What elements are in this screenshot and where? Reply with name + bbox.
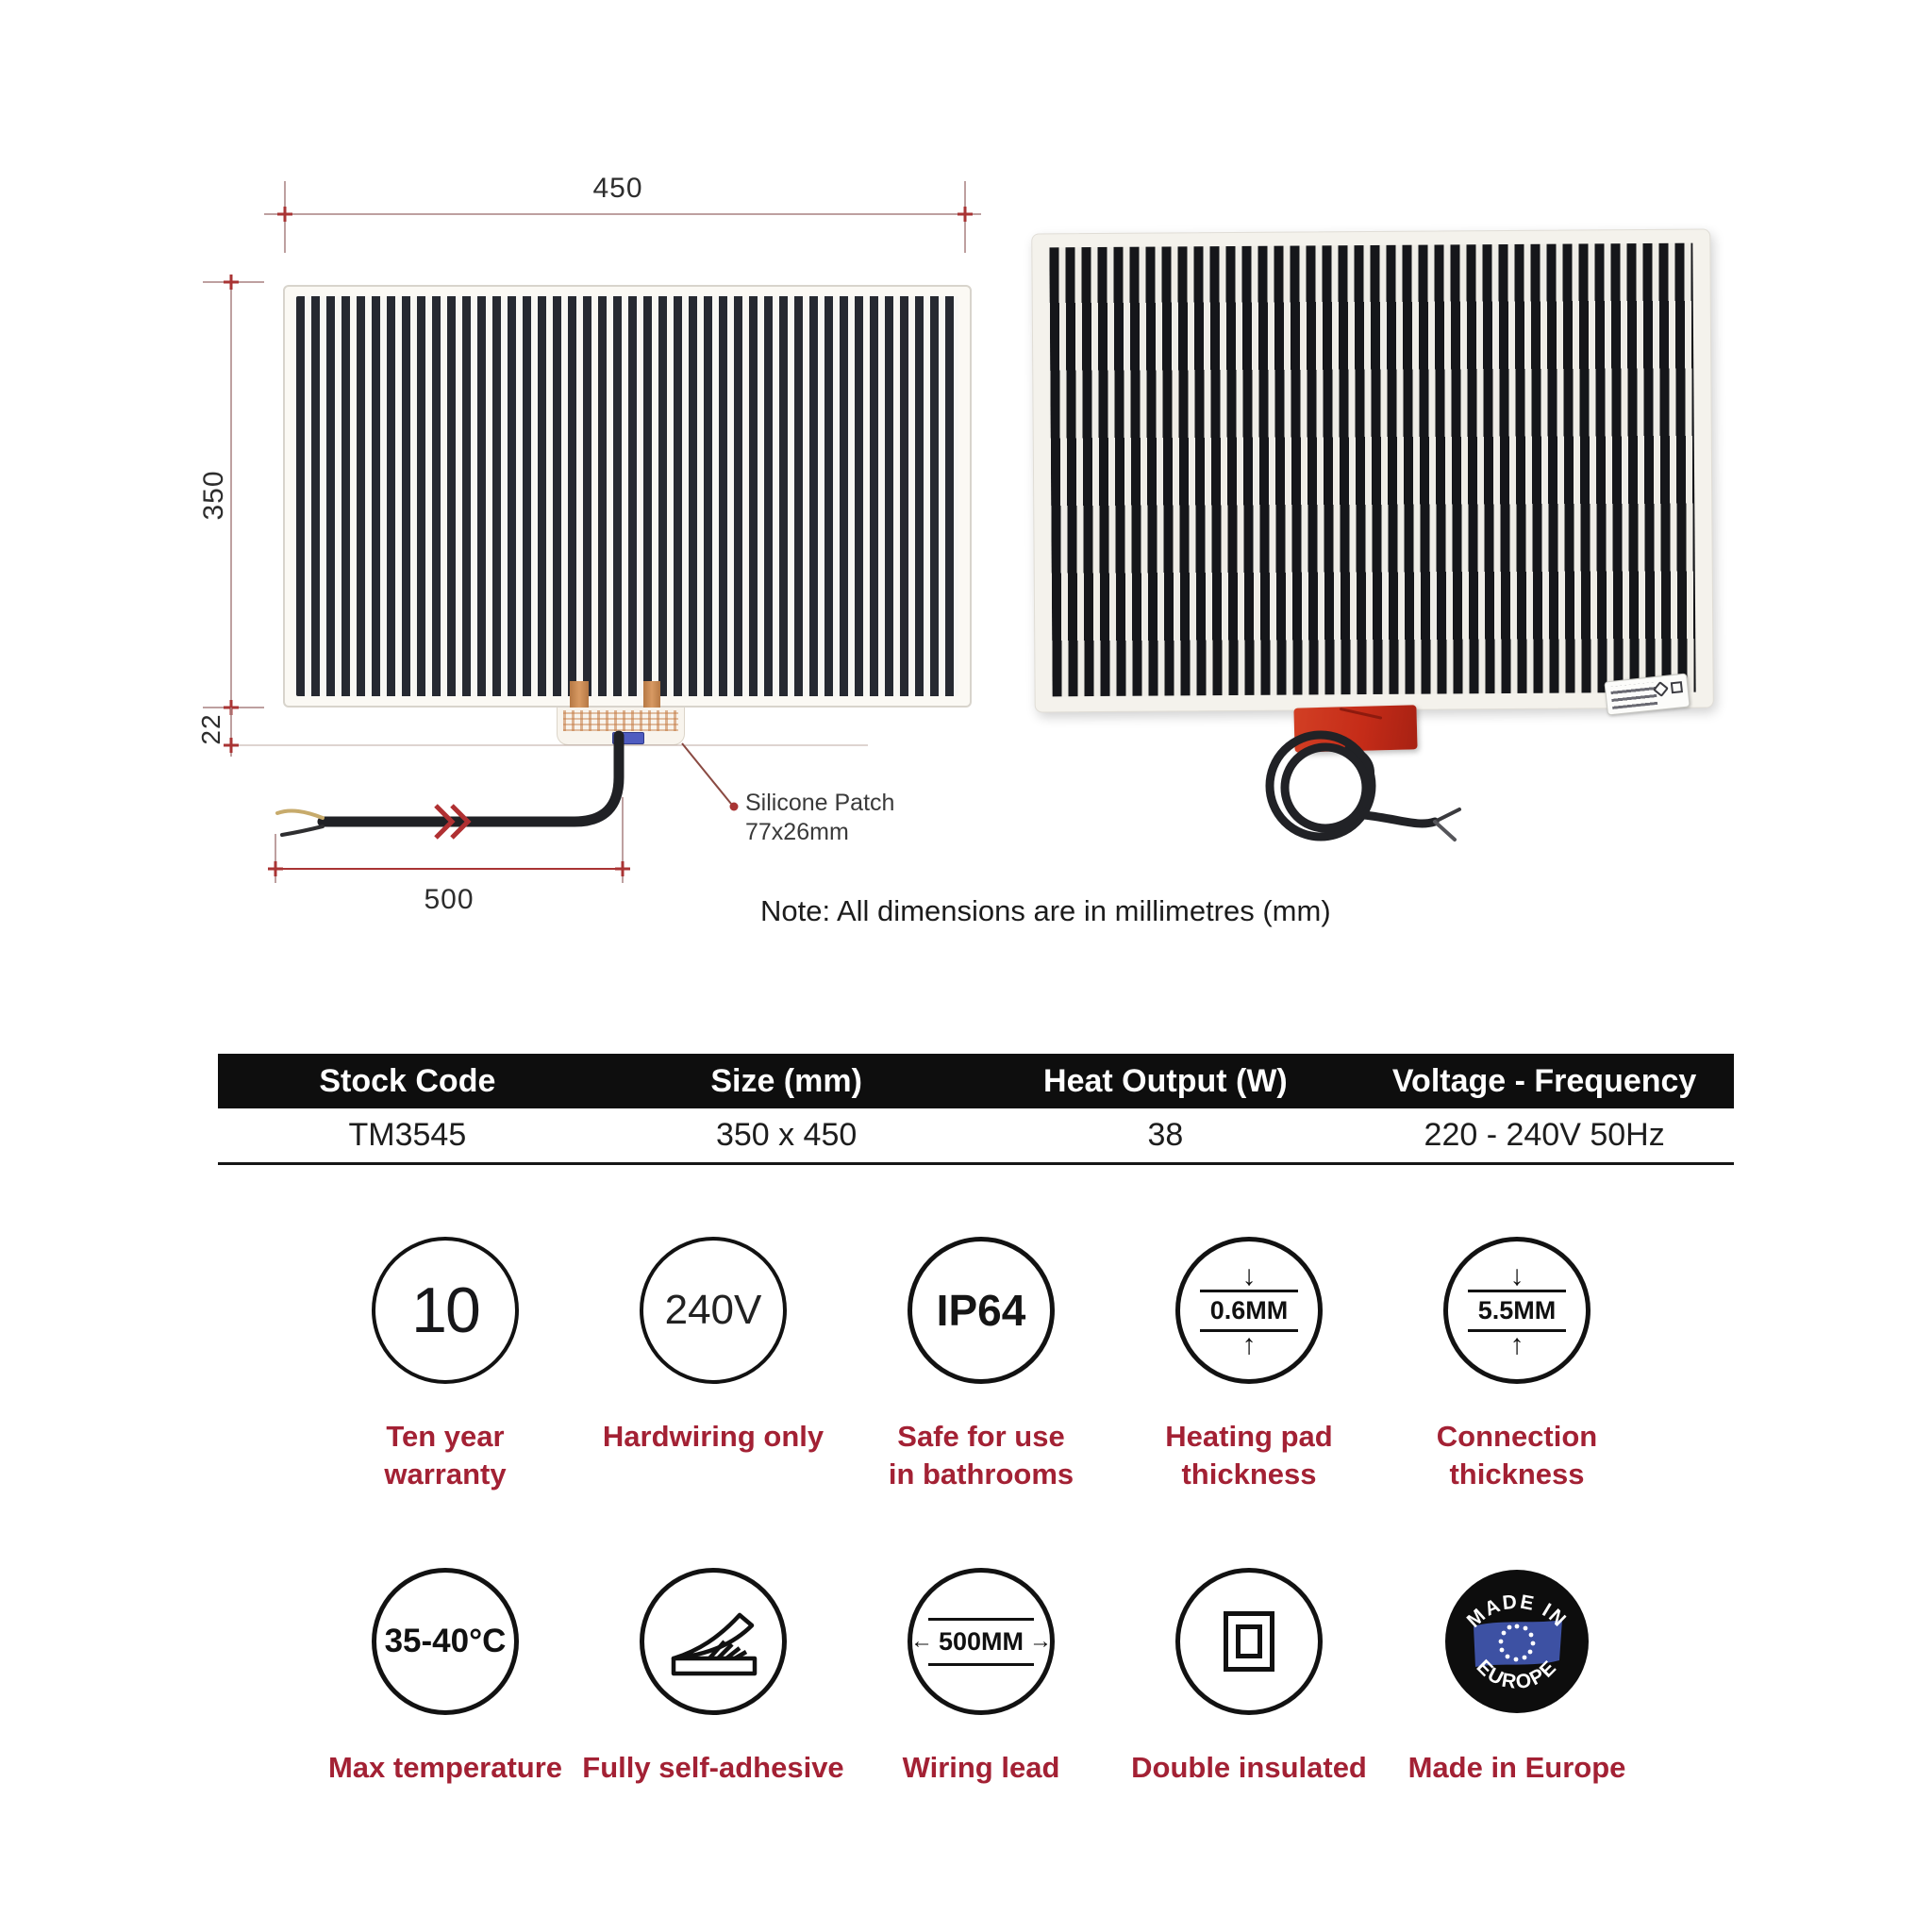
voltage-icon: 240V: [640, 1237, 787, 1384]
feature-wiring-lead: [847, 1568, 1115, 1787]
made-in-europe-badge: [1443, 1568, 1591, 1715]
header-voltage-frequency: Voltage - Frequency: [1391, 1062, 1697, 1099]
wiring-lead-icon: ← 500MM →: [908, 1568, 1055, 1715]
heating-panel-photo: [1031, 228, 1714, 712]
feature-label: Max temperature: [327, 1751, 563, 1784]
feature-self-adhesive: [579, 1568, 847, 1787]
right-arrow-icon: →: [1029, 1628, 1053, 1654]
product-label: [1604, 673, 1690, 715]
dim-offset-label: 22: [196, 713, 225, 745]
feature-row-1: [311, 1237, 1651, 1493]
wiring-lead-cable: [323, 736, 619, 822]
copper-busbar: [643, 681, 660, 709]
silicone-patch-drawing: [563, 710, 678, 731]
double-insulated-icon: [1175, 1568, 1323, 1715]
feature-bathroom-safe: [847, 1237, 1115, 1493]
patch-leader-line: [682, 743, 739, 811]
value-voltage-frequency: 220 - 240V 50Hz: [1424, 1117, 1665, 1153]
dim-lead-label: 500: [424, 884, 475, 915]
value-heat-output: 38: [1147, 1117, 1184, 1153]
left-arrow-icon: ←: [909, 1628, 933, 1654]
header-stock-code: Stock Code: [319, 1062, 496, 1099]
coiled-cable-ends: [1435, 809, 1459, 840]
spec-table-row: [218, 1108, 1734, 1165]
heating-element-stripes-photo: [1049, 243, 1695, 697]
ce-symbol: [1671, 681, 1683, 693]
feature-pad-thickness: [1115, 1237, 1383, 1493]
value-stock-code: TM3545: [348, 1117, 467, 1153]
cable-break-chevron: [436, 806, 468, 838]
wire-strand-dark: [282, 826, 323, 835]
badge-text-top: MADE IN: [1462, 1591, 1572, 1632]
ip64-icon: IP64: [908, 1237, 1055, 1384]
feature-label: Connection thickness: [1436, 1420, 1598, 1491]
dim-height-label: 350: [198, 470, 229, 521]
feature-made-in-europe: [1383, 1568, 1651, 1787]
down-arrow-icon: ↓: [1241, 1259, 1257, 1291]
dim-line-lead: [275, 797, 623, 883]
wire-strand-yellow: [277, 811, 323, 818]
feature-connection-thickness: [1383, 1237, 1651, 1493]
silicone-patch-note-line1: Silicone Patch: [745, 790, 895, 816]
value-size: 350 x 450: [715, 1117, 858, 1153]
feature-label: Fully self-adhesive: [582, 1751, 844, 1784]
header-size: Size (mm): [710, 1062, 862, 1099]
feature-label: Double insulated: [1131, 1751, 1367, 1784]
up-arrow-icon: ↑: [1509, 1328, 1524, 1360]
feature-hardwiring-only: [579, 1237, 847, 1493]
ten-year-icon: 10: [372, 1237, 519, 1384]
silicone-patch-note: [745, 789, 894, 847]
heating-element-stripes: [296, 296, 958, 696]
dimensions-note: Note: All dimensions are in millimetres (mm): [760, 894, 1331, 927]
feature-label: Wiring lead: [902, 1751, 1060, 1784]
feature-label: Hardwiring only: [602, 1420, 824, 1453]
dim-line-offset: [231, 708, 868, 757]
patch-crease: [1340, 708, 1383, 720]
connector-chip: [612, 732, 644, 744]
down-arrow-icon: ↓: [1509, 1259, 1524, 1291]
feature-double-insulated: [1115, 1568, 1383, 1787]
product-label-text-lines: [1610, 682, 1657, 709]
feature-row-2: [311, 1568, 1651, 1787]
spec-table: [218, 1054, 1734, 1165]
spec-table-header: [218, 1054, 1734, 1108]
up-arrow-icon: ↑: [1241, 1328, 1257, 1360]
peel-layer-glyph: [657, 1585, 770, 1698]
self-adhesive-icon: [640, 1568, 787, 1715]
feature-label: Safe for use in bathrooms: [888, 1420, 1074, 1491]
feature-label: Made in Europe: [1407, 1751, 1626, 1784]
feature-max-temperature: [311, 1568, 579, 1787]
header-heat-output: Heat Output (W): [1043, 1062, 1288, 1099]
max-temperature-icon: 35-40°C: [372, 1568, 519, 1715]
dim-ticks-lead: [268, 861, 630, 876]
feature-label: Heating pad thickness: [1165, 1420, 1333, 1491]
badge-text-bottom: EUROPE: [1472, 1656, 1562, 1694]
feature-ten-year-warranty: [311, 1237, 579, 1493]
dim-width-label: 450: [592, 173, 643, 204]
silicone-patch-note-line2: 77x26mm: [745, 819, 849, 845]
copper-busbar: [570, 681, 589, 709]
pad-thickness-icon: ↓ 0.6MM ↑: [1175, 1237, 1323, 1384]
heating-panel-diagram: [283, 285, 972, 708]
connection-thickness-icon: ↓ 5.5MM ↑: [1443, 1237, 1591, 1384]
silicone-patch-photo: [1293, 705, 1417, 752]
feature-label: Ten year warranty: [384, 1420, 507, 1491]
dim-ticks-width: [277, 207, 973, 222]
connector-tab: [557, 708, 685, 745]
